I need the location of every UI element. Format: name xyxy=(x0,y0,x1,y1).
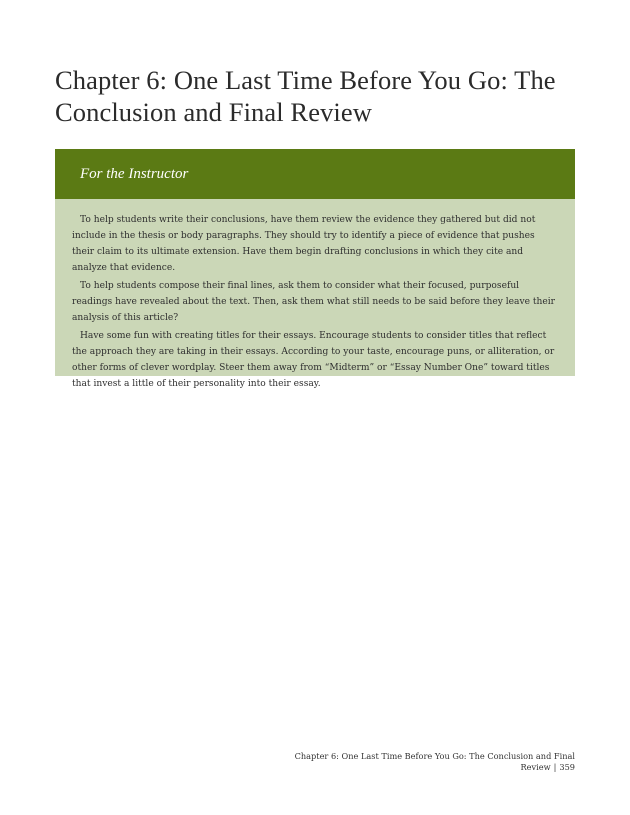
footer-separator: | xyxy=(553,762,557,772)
page-number: 359 xyxy=(559,762,575,772)
instructor-paragraph: Have some fun with creating titles for their essays. Encourage students to consider titles that reflect the approach they are taking in their essays. According to your taste, encourage puns, or alliteration, or other forms of clever wordplay. Steer them away from “Midterm” or “Essay Number One” toward titles that invest a little of their personality into their essay. xyxy=(72,331,555,389)
footer-running-title: Chapter 6: One Last Time Before You Go: The Conclusion and Final Review xyxy=(294,751,575,772)
instructor-note-heading: For the Instructor xyxy=(55,149,575,199)
instructor-note-box xyxy=(55,149,575,389)
instructor-paragraph: To help students compose their final lines, ask them to consider what their focused, purposeful readings have revealed about the text. Then, ask them what still needs to be said before they leave their analysis of this article? xyxy=(72,281,556,323)
page-footer xyxy=(275,751,575,773)
instructor-note-body xyxy=(55,199,575,392)
instructor-paragraph: To help students write their conclusions, have them review the evidence they gathered but did not include in the thesis or body paragraphs. They should try to identify a piece of evidence that pushes their claim to its ultimate extension. Have them begin drafting conclusions in which they cite and analyze that evidence. xyxy=(72,215,536,273)
page-title: Chapter 6: One Last Time Before You Go: The Conclusion and Final Review xyxy=(55,65,556,127)
